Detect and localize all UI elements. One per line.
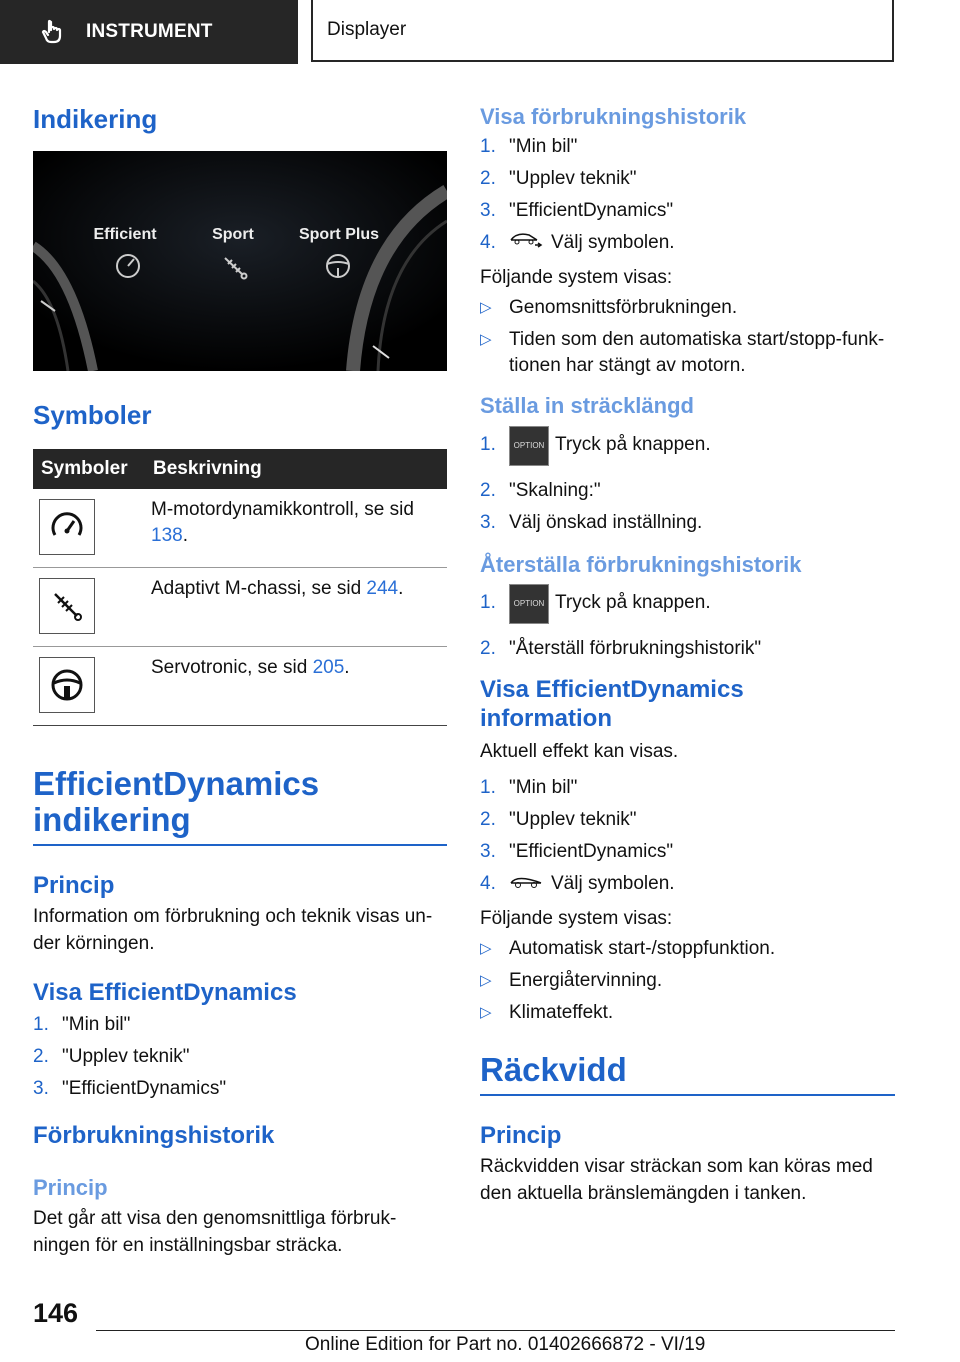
car-history-icon [509, 230, 543, 258]
forbr-princip-text: Det går att visa den genomsnittliga förbruk- ningen för en inställningsbar sträcka. [33, 1208, 397, 1257]
stalla-steps [480, 432, 895, 536]
symboler-heading: Symboler [33, 399, 152, 430]
dash-label-sport: Sport [212, 225, 254, 243]
ed-info-steps [480, 775, 895, 899]
list-item: 2. "Upplev teknik" [480, 808, 637, 830]
page-link[interactable]: 205 [312, 656, 345, 678]
list-item: 4. Välj symbolen. [480, 871, 895, 899]
list-item: ▷ Klimateffekt. [480, 1001, 614, 1023]
aterst-heading: Återställa förbrukningshistorik [480, 551, 802, 577]
section-tab [0, 0, 298, 64]
steering-wheel-icon [39, 657, 95, 713]
speedometer-icon [39, 499, 95, 555]
table-row [33, 646, 447, 725]
table-row [33, 489, 447, 568]
list-item: 1. "Min bil" [480, 136, 578, 158]
list-item: 2. "Skalning:" [480, 479, 601, 501]
rackvidd-heading: Räckvidd [480, 1052, 895, 1096]
suspension-icon [39, 578, 95, 634]
indikering-heading: Indikering [33, 104, 158, 134]
rackvidd-princip-heading: Princip [480, 1122, 562, 1150]
left-column [33, 100, 447, 1259]
forbr-heading: Förbrukningshistorik [33, 1121, 275, 1149]
following-text: Följande system visas: [480, 907, 673, 929]
list-item: 3. Välj önskad inställning. [480, 511, 703, 533]
right-column [480, 100, 895, 1207]
stalla-heading: Ställa in sträcklängd [480, 393, 694, 419]
row-description: M-motordynamikkontroll, se sid 138. [145, 489, 447, 568]
visa-ed-heading: Visa EfficientDynamics [33, 979, 297, 1007]
dash-label-sport-plus: Sport Plus [298, 225, 380, 243]
footer-divider [96, 1330, 895, 1331]
ed-indikering-heading: EfficientDynamics indikering [33, 766, 447, 847]
bullets-1 [480, 295, 895, 379]
visa-hist-steps [480, 134, 895, 258]
chapter-label: Displayer [327, 19, 407, 40]
following-text: Följande system visas: [480, 267, 673, 289]
list-item: 3. "EfficientDynamics" [33, 1077, 227, 1099]
ed-info-heading: Visa EfficientDynamics information [480, 676, 744, 732]
column-header: Beskrivning [145, 449, 447, 489]
chapter-tab [311, 0, 894, 62]
list-item: ▷ Energiåtervinning. [480, 969, 663, 991]
forbr-princip-heading: Princip [33, 1174, 108, 1200]
pointing-hand-icon [40, 18, 68, 46]
list-item: 1. OPTION Tryck på knappen. [480, 590, 895, 630]
bullets-2 [480, 936, 895, 1026]
table-header [33, 449, 447, 489]
list-item: ▷ Automatisk start-/stoppfunktion. [480, 937, 776, 959]
list-item: 1. OPTION Tryck på knappen. [480, 432, 895, 472]
list-item: 3. "EfficientDynamics" [480, 840, 674, 862]
list-item: 3. "EfficientDynamics" [480, 200, 674, 222]
princip-heading: Princip [33, 872, 115, 900]
list-item: ▷ Tiden som den automatiska start/stopp-funk- tionen har stängt av motorn. [480, 329, 885, 377]
princip-text: Information om förbrukning och teknik visas un- der körningen. [33, 906, 433, 955]
instrument-cluster-photo [33, 151, 447, 371]
symbol-table [33, 449, 447, 726]
visa-hist-heading: Visa förbrukningshistorik [480, 104, 747, 129]
page-link[interactable]: 244 [366, 577, 399, 599]
option-button-icon: OPTION [509, 584, 549, 624]
list-item: 2. "Återställ förbrukningshistorik" [480, 638, 762, 660]
car-efficiency-icon [509, 871, 543, 899]
list-item: ▷ Genomsnittsförbrukningen. [480, 297, 738, 319]
dash-label-efficient: Efficient [93, 225, 157, 243]
option-button-icon: OPTION [509, 426, 549, 466]
list-item: 1. "Min bil" [480, 776, 578, 798]
page-number: 146 [33, 1298, 79, 1328]
row-description: Servotronic, se sid 205. [145, 646, 447, 725]
section-label: INSTRUMENT [86, 21, 213, 42]
edition-text: Online Edition for Part no. 01402666872 - VI/19 [305, 1334, 706, 1355]
list-item: 4. Välj symbolen. [480, 230, 895, 258]
table-row [33, 567, 447, 646]
aterst-steps [480, 590, 895, 662]
column-header: Symboler [33, 449, 145, 489]
visa-ed-steps [33, 1012, 447, 1102]
row-description: Adaptivt M-chassi, se sid 244. [145, 567, 447, 646]
list-item: 2. "Upplev teknik" [33, 1045, 190, 1067]
page-link[interactable]: 138 [151, 524, 183, 546]
list-item: 1. "Min bil" [33, 1013, 131, 1035]
list-item: 2. "Upplev teknik" [480, 168, 637, 190]
ed-info-text: Aktuell effekt kan visas. [480, 740, 679, 762]
rackvidd-text: Räckvidden visar sträckan som kan köras med den aktuella bränslemängden i tanken. [480, 1155, 873, 1204]
